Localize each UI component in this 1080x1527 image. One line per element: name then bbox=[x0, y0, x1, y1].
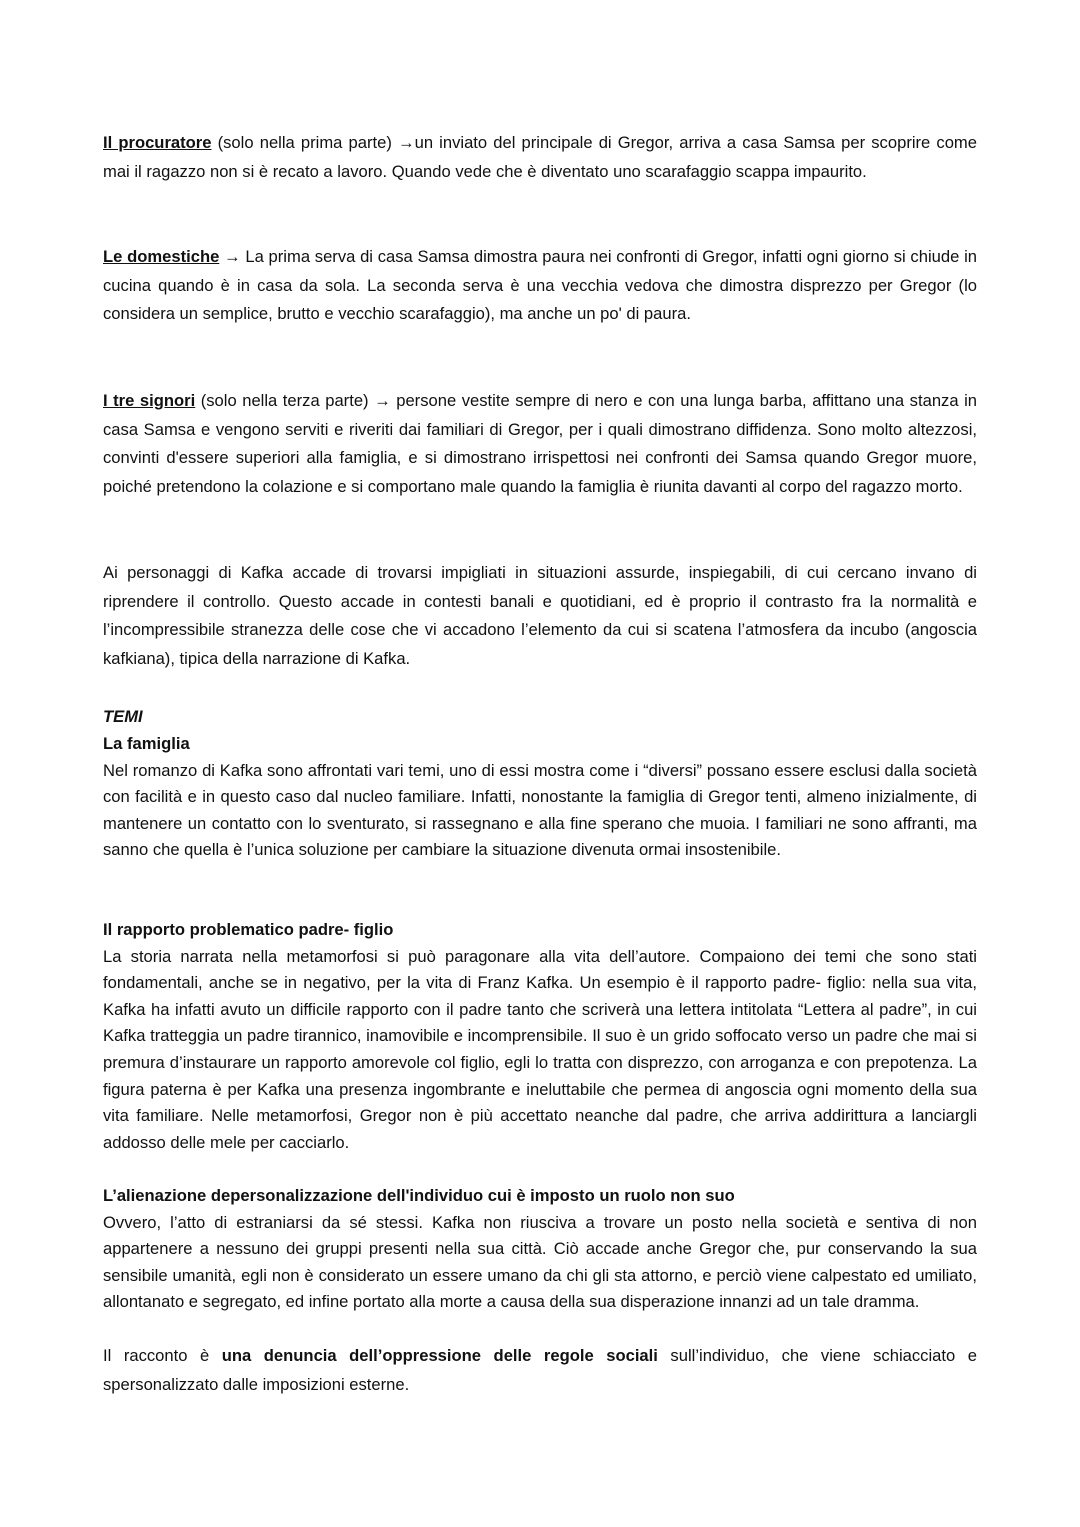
character-tre-signori bbox=[103, 387, 977, 501]
closing-emphasis: una denuncia dell’oppressione delle regole sociali bbox=[221, 1346, 658, 1365]
character-name: Il procuratore bbox=[103, 133, 212, 152]
closing-text: sull’individuo, che viene schiacciato e spersonalizzato dalle imposizioni esterne. bbox=[103, 1346, 977, 1394]
theme-title: Il rapporto problematico padre- figlio bbox=[103, 920, 394, 939]
theme-padre-figlio bbox=[103, 917, 977, 1156]
character-name: Le domestiche bbox=[103, 247, 220, 266]
character-description: (solo nella prima parte) →un inviato del principale di Gregor, arriva a casa Samsa per scoprire come mai il ragazzo non si è recato a lavoro. Quando vede che è diventato uno scarafaggio scappa impaurito. bbox=[103, 133, 977, 181]
character-domestiche bbox=[103, 243, 977, 329]
character-description: → La prima serva di casa Samsa dimostra paura nei confronti di Gregor, infatti ogni giorno si chiude in cucina quando è in casa da sola. La seconda serva è una vecchia vedova che dimostra disprezzo per Gregor (lo considera un semplice, brutto e vecchio scarafaggio), ma anche un po' di paura. bbox=[103, 247, 977, 324]
character-description: (solo nella terza parte) → persone vestite sempre di nero e con una lunga barba, affittano una stanza in casa Samsa e vengono serviti e riveriti dai familiari di Gregor, per i quali dimostrano diffidenza. Sono molto altezzosi, convinti d'essere superiori alla famiglia, e si dimostrano irrispettosi nei confronti dei Samsa quando Gregor muore, poiché pretendono la colazione e si comportano male quando la famiglia è riunita davanti al corpo del ragazzo morto. bbox=[103, 391, 978, 496]
character-procuratore bbox=[103, 129, 977, 186]
theme-title: La famiglia bbox=[103, 734, 190, 753]
closing-paragraph bbox=[103, 1342, 977, 1399]
closing-text: Il racconto è bbox=[103, 1346, 222, 1365]
theme-famiglia bbox=[103, 731, 977, 864]
character-name: I tre signori bbox=[103, 391, 196, 410]
theme-alienazione bbox=[103, 1183, 977, 1316]
theme-text: La storia narrata nella metamorfosi si può paragonare alla vita dell’autore. Compaiono dei temi che sono stati fondamentali, anche se in negativo, per la vita di Franz Kafka. Un esempio è il rapporto padre- figlio: nella sua vita, Kafka ha infatti avuto un difficile rapporto con il padre tanto che scriverà una lettera intitolata “Lettera al padre”, in cui Kafka tratteggia un padre tirannico, inamovibile e incomprensibile. Il suo è un grido soffocato verso un padre che mai si premura d’instaurare un rapporto amorevole col figlio, egli lo tratta con disprezzo, con arroganza e con prepotenza. La figura paterna è per Kafka una presenza ingombrante e ineluttabile che permea di angoscia ogni momento della sua vita familiare. Nelle metamorfosi, Gregor non è più accettato neanche dal padre, che arriva addirittura a lanciargli addosso delle mele per cacciarlo. bbox=[103, 946, 977, 1152]
theme-text: Ovvero, l’atto di estraniarsi da sé stessi. Kafka non riusciva a trovare un posto nella società e sentiva di non appartenere a nessuno dei gruppi presenti nella sua città. Ciò accade anche Gregor che, pur conservando la sua sensibile umanità, egli non è considerato un essere umano da chi gli sta attorno, e perciò viene calpestato ed umiliato, allontanato e segregato, ed infine portato alla morte a causa della sua disperazione innanzi ad un tale dramma. bbox=[103, 1212, 977, 1312]
themes-heading: TEMI bbox=[103, 707, 143, 726]
theme-title: L’alienazione depersonalizzazione dell'individuo cui è imposto un ruolo non suo bbox=[103, 1186, 735, 1205]
intro-paragraph: Ai personaggi di Kafka accade di trovarsi impigliati in situazioni assurde, inspiegabili, di cui cercano invano di riprendere il controllo. Questo accade in contesti banali e quotidiani, ed è proprio il contrasto fra la normalità e l’incompressibile stranezza delle cose che vi accadono l’elemento da cui si scatena l’atmosfera da incubo (angoscia kafkiana), tipica della narrazione di Kafka. bbox=[103, 563, 977, 668]
theme-text: Nel romanzo di Kafka sono affrontati vari temi, uno di essi mostra come i “diversi” possano essere esclusi dalla società con facilità e in questo caso dal nucleo familiare. Infatti, nonostante la famiglia di Gregor tenti, almeno inizialmente, di mantenere un contatto con lo sventurato, si rassegnano e alla fine sperano che muoia. I familiari ne sono affranti, ma sanno che quella è l’unica soluzione per cambiare la situazione divenuta ormai insostenibile. bbox=[103, 760, 977, 860]
